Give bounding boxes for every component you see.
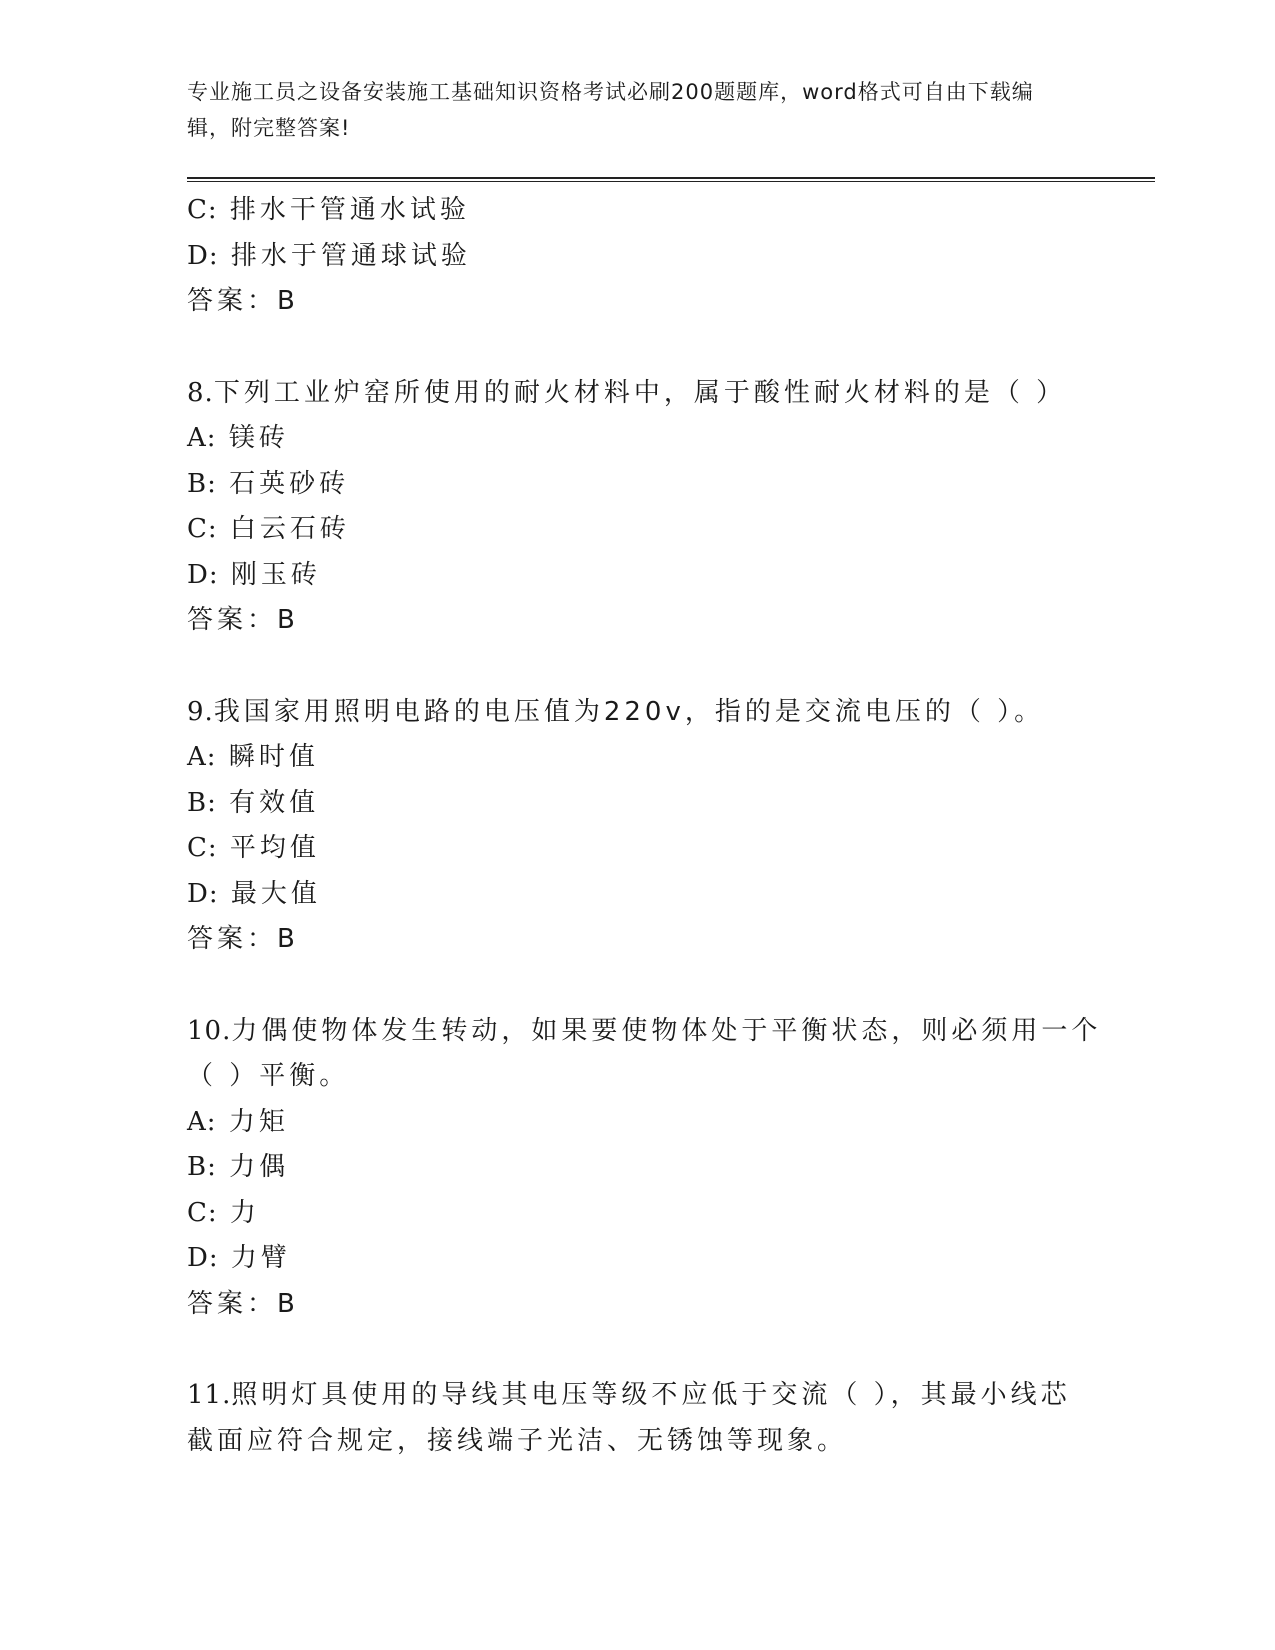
option-line: A: 瞬时值 [187, 742, 319, 772]
option-line: A: 镁砖 [187, 423, 289, 453]
answer-line: 答案：B [187, 605, 299, 635]
option-line: B: 石英砂砖 [187, 468, 350, 499]
answer-line: 答案：B [187, 924, 299, 954]
option-line: D: 排水于管通球试验 [187, 240, 471, 271]
page-header: 专业施工员之设备安装施工基础知识资格考试必刷200题题库，word格式可自由下载编辑，附完整答案! [187, 80, 1034, 140]
option-line: C: 白云石砖 [187, 514, 350, 544]
question-text: 9.我国家用照明电路的电压值为220v，指的是交流电压的（ ）。 [187, 696, 1045, 727]
partial-question [187, 188, 1087, 325]
option-line: C: 平均值 [187, 833, 320, 863]
question-text: 11.照明灯具使用的导线其电压等级不应低于交流（ ），其最小线芯 [187, 1380, 1071, 1410]
option-line: A: 力矩 [187, 1106, 289, 1137]
option-line: B: 有效值 [187, 787, 320, 818]
option-line: C: 力 [187, 1197, 260, 1228]
option-line: D: 刚玉砖 [187, 559, 321, 590]
question-text-continued: 截面应符合规定，接线端子光洁、无锈蚀等现象。 [187, 1425, 848, 1456]
question-9 [187, 690, 1087, 963]
header-rule-thick [187, 177, 1155, 179]
option-line: D: 最大值 [187, 878, 321, 909]
option-line: D: 力臂 [187, 1243, 291, 1273]
question-8 [187, 371, 1087, 644]
answer-line: 答案：B [187, 286, 299, 316]
question-text-continued: （ ）平衡。 [187, 1061, 350, 1091]
question-text: 10.力偶使物体发生转动，如果要使物体处于平衡状态，则必须用一个 [187, 1015, 1102, 1046]
option-line: C: 排水干管通水试验 [187, 195, 470, 225]
answer-line: 答案：B [187, 1288, 299, 1319]
question-list [187, 188, 1102, 1464]
question-10 [187, 1009, 1102, 1328]
question-text: 8.下列工业炉窑所使用的耐火材料中，属于酸性耐火材料的是（ ） [187, 377, 1067, 408]
header-rule-thin [187, 181, 1155, 182]
question-11 [187, 1373, 1087, 1464]
option-line: B: 力偶 [187, 1152, 290, 1182]
